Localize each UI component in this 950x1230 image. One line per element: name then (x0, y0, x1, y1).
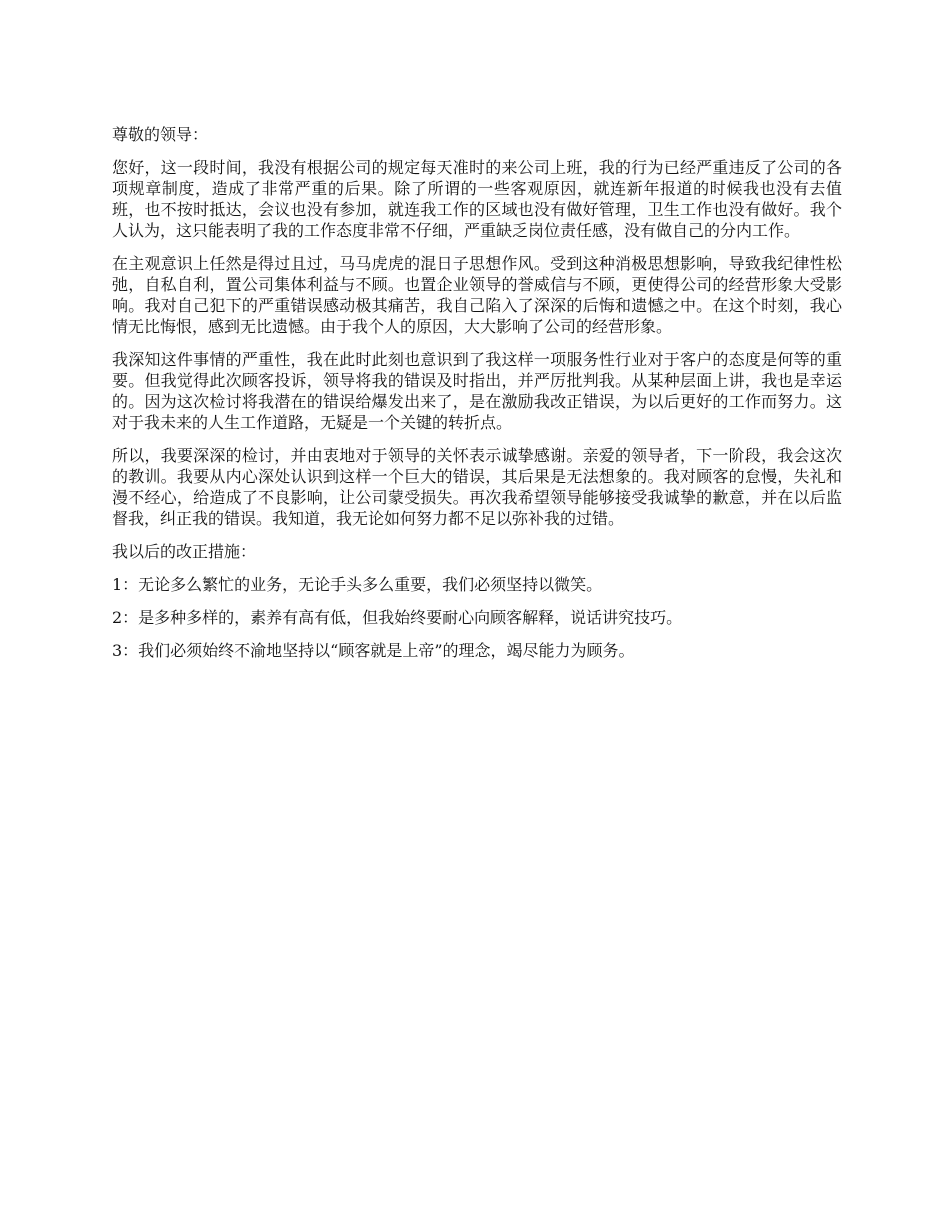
salutation: 尊敬的领导： (112, 125, 209, 144)
measure-item-3: 3：我们必须始终不渝地坚持以“顾客就是上帝”的理念，竭尽能力为顾务。 (112, 641, 635, 660)
document-body (112, 124, 842, 673)
paragraph-2: 在主观意识上任然是得过且过，马马虎虎的混日子思想作风。受到这种消极思想影响，导致我纪律性松弛，自私自利，置公司集体利益与不顾。也置企业领导的誉威信与不顾，更使得公司的经营形象大受影响。我对自己犯下的严重错误感动极其痛苦，我自己陷入了深深的后悔和遗憾之中。在这个时刻，我心情无比悔恨，感到无比遗憾。由于我个人的原因，大大影响了公司的经营形象。 (112, 254, 842, 336)
measures-heading: 我以后的改正措施： (112, 542, 257, 561)
measure-item-2: 2：是多种多样的，素养有高有低，但我始终要耐心向顾客解释，说话讲究技巧。 (112, 608, 683, 627)
paragraph-4: 所以，我要深深的检讨，并由衷地对于领导的关怀表示诚挚感谢。亲爱的领导者，下一阶段，我会这次的教训。我要从内心深处认识到这样一个巨大的错误，其后果是无法想象的。我对顾客的怠慢，失礼和漫不经心，给造成了不良影响，让公司蒙受损失。再次我希望领导能够接受我诚挚的歉意，并在以后监督我，纠正我的错误。我知道，我无论如何努力都不足以弥补我的过错。 (112, 446, 842, 528)
paragraph-1: 您好，这一段时间，我没有根据公司的规定每天准时的来公司上班，我的行为已经严重违反了公司的各项规章制度，造成了非常严重的后果。除了所谓的一些客观原因，就连新年报道的时候我也没有去值班，也不按时抵达，会议也没有参加，就连我工作的区域也没有做好管理，卫生工作也没有做好。我个人认为，这只能表明了我的工作态度非常不仔细，严重缺乏岗位责任感，没有做自己的分内工作。 (112, 158, 842, 240)
paragraph-3: 我深知这件事情的严重性，我在此时此刻也意识到了我这样一项服务性行业对于客户的态度是何等的重要。但我觉得此次顾客投诉，领导将我的错误及时指出，并严厉批判我。从某种层面上讲，我也是幸运的。因为这次检讨将我潜在的错误给爆发出来了，是在激励我改正错误，为以后更好的工作而努力。这对于我未来的人生工作道路，无疑是一个关键的转折点。 (112, 350, 842, 432)
measure-item-1: 1：无论多么繁忙的业务，无论手头多么重要，我们必须坚持以微笑。 (112, 575, 603, 594)
